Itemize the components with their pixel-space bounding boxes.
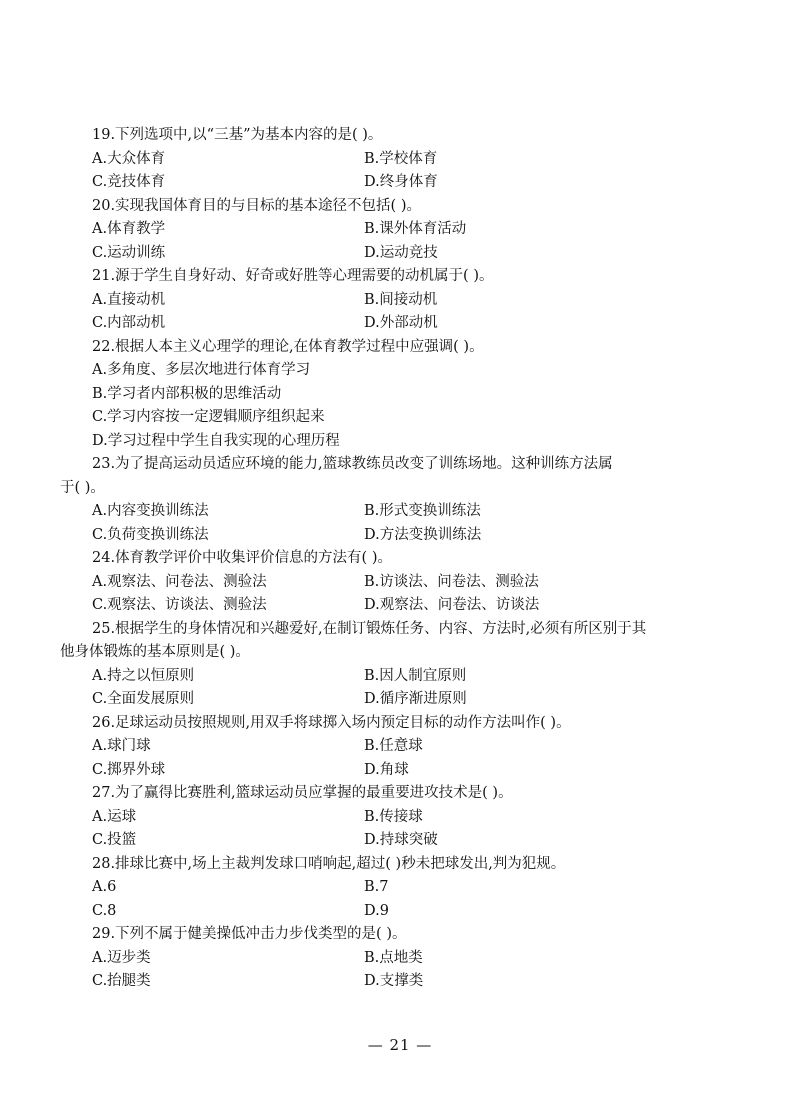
- option-b: B.访谈法、问卷法、测验法: [364, 573, 539, 590]
- option-c: C.抬腿类: [92, 973, 151, 989]
- question-stem-line2: 他身体锻炼的基本原则是( )。: [60, 644, 250, 660]
- question-stem-line1: 23.为了提高运动员适应环境的能力,篮球教练员改变了训练场地。这种训练方法属: [92, 456, 613, 472]
- option-c: C.学习内容按一定逻辑顺序组织起来: [92, 409, 325, 425]
- question-stem: 24.体育教学评价中收集评价信息的方法有( )。: [92, 550, 392, 566]
- question-21: [60, 265, 740, 336]
- option-a: A.持之以恒原则: [92, 667, 195, 684]
- question-list: [60, 124, 740, 994]
- option-a: A.6: [92, 879, 117, 895]
- question-20: [60, 195, 740, 266]
- option-a: A.直接动机: [92, 291, 166, 308]
- option-c: C.全面发展原则: [92, 691, 195, 707]
- question-23: [60, 453, 740, 547]
- option-d: D.外部动机: [364, 315, 438, 331]
- question-25: [60, 618, 740, 712]
- option-a: A.多角度、多层次地进行体育学习: [92, 362, 311, 378]
- option-b: B.任意球: [364, 738, 423, 754]
- option-d: D.持球突破: [364, 832, 438, 848]
- question-28: [60, 853, 740, 924]
- option-d: D.9: [364, 902, 389, 919]
- option-b: B.7: [364, 879, 389, 895]
- question-stem: 22.根据人本主义心理学的理论,在体育教学过程中应强调( )。: [92, 338, 484, 355]
- option-d: D.终身体育: [364, 174, 438, 190]
- option-d: D.观察法、问卷法、访谈法: [364, 597, 540, 613]
- option-d: D.支撑类: [364, 973, 424, 989]
- option-b: B.学习者内部积极的思维活动: [92, 385, 282, 402]
- option-c: C.掷界外球: [92, 761, 166, 778]
- option-a: A.体育教学: [92, 221, 166, 237]
- option-d: D.运动竞技: [364, 244, 438, 261]
- option-b: B.学校体育: [364, 150, 438, 167]
- option-d: D.学习过程中学生自我实现的心理历程: [92, 432, 340, 449]
- option-a: A.观察法、问卷法、测验法: [92, 573, 267, 590]
- question-29: [60, 923, 740, 994]
- page-number: — 21 —: [367, 1036, 433, 1054]
- question-stem: 19.下列选项中,以“三基”为基本内容的是( )。: [92, 127, 383, 143]
- option-a: A.大众体育: [92, 150, 166, 167]
- question-stem: 20.实现我国体育目的与目标的基本途径不包括( )。: [92, 197, 421, 214]
- question-27: [60, 782, 740, 853]
- question-24: [60, 547, 740, 618]
- option-c: C.竞技体育: [92, 174, 166, 190]
- option-b: B.形式变换训练法: [364, 503, 481, 519]
- option-c: C.运动训练: [92, 244, 166, 261]
- question-stem: 28.排球比赛中,场上主裁判发球口哨响起,超过( )秒未把球发出,判为犯规。: [92, 855, 566, 872]
- question-19: [60, 124, 740, 195]
- option-c: C.投篮: [92, 832, 137, 848]
- option-a: A.运球: [92, 808, 137, 825]
- option-a: A.球门球: [92, 738, 151, 754]
- option-d: D.角球: [364, 761, 409, 778]
- option-b: B.课外体育活动: [364, 221, 467, 237]
- question-stem: 21.源于学生自身好动、好奇或好胜等心理需要的动机属于( )。: [92, 268, 494, 284]
- question-stem: 29.下列不属于健美操低冲击力步伐类型的是( )。: [92, 926, 407, 942]
- option-a: A.迈步类: [92, 949, 151, 966]
- question-stem-line2: 于( )。: [60, 479, 105, 496]
- option-b: B.点地类: [364, 949, 423, 966]
- option-d: D.循序渐进原则: [364, 691, 467, 707]
- option-a: A.内容变换训练法: [92, 503, 209, 519]
- question-stem: 26.足球运动员按照规则,用双手将球掷入场内预定目标的动作方法叫作( )。: [92, 714, 571, 731]
- question-stem: 27.为了赢得比赛胜利,篮球运动员应掌握的最重要进攻技术是( )。: [92, 785, 513, 801]
- option-c: C.观察法、访谈法、测验法: [92, 597, 267, 613]
- option-c: C.负荷变换训练法: [92, 526, 209, 543]
- option-c: C.内部动机: [92, 315, 166, 331]
- option-d: D.方法变换训练法: [364, 526, 482, 543]
- option-b: B.因人制宜原则: [364, 667, 467, 684]
- option-b: B.传接球: [364, 808, 423, 825]
- question-26: [60, 712, 740, 783]
- question-stem-line1: 25.根据学生的身体情况和兴趣爱好,在制订锻炼任务、内容、方法时,必须有所区别于其: [92, 620, 647, 637]
- question-22: [60, 336, 740, 454]
- option-c: C.8: [92, 902, 117, 919]
- option-b: B.间接动机: [364, 291, 438, 308]
